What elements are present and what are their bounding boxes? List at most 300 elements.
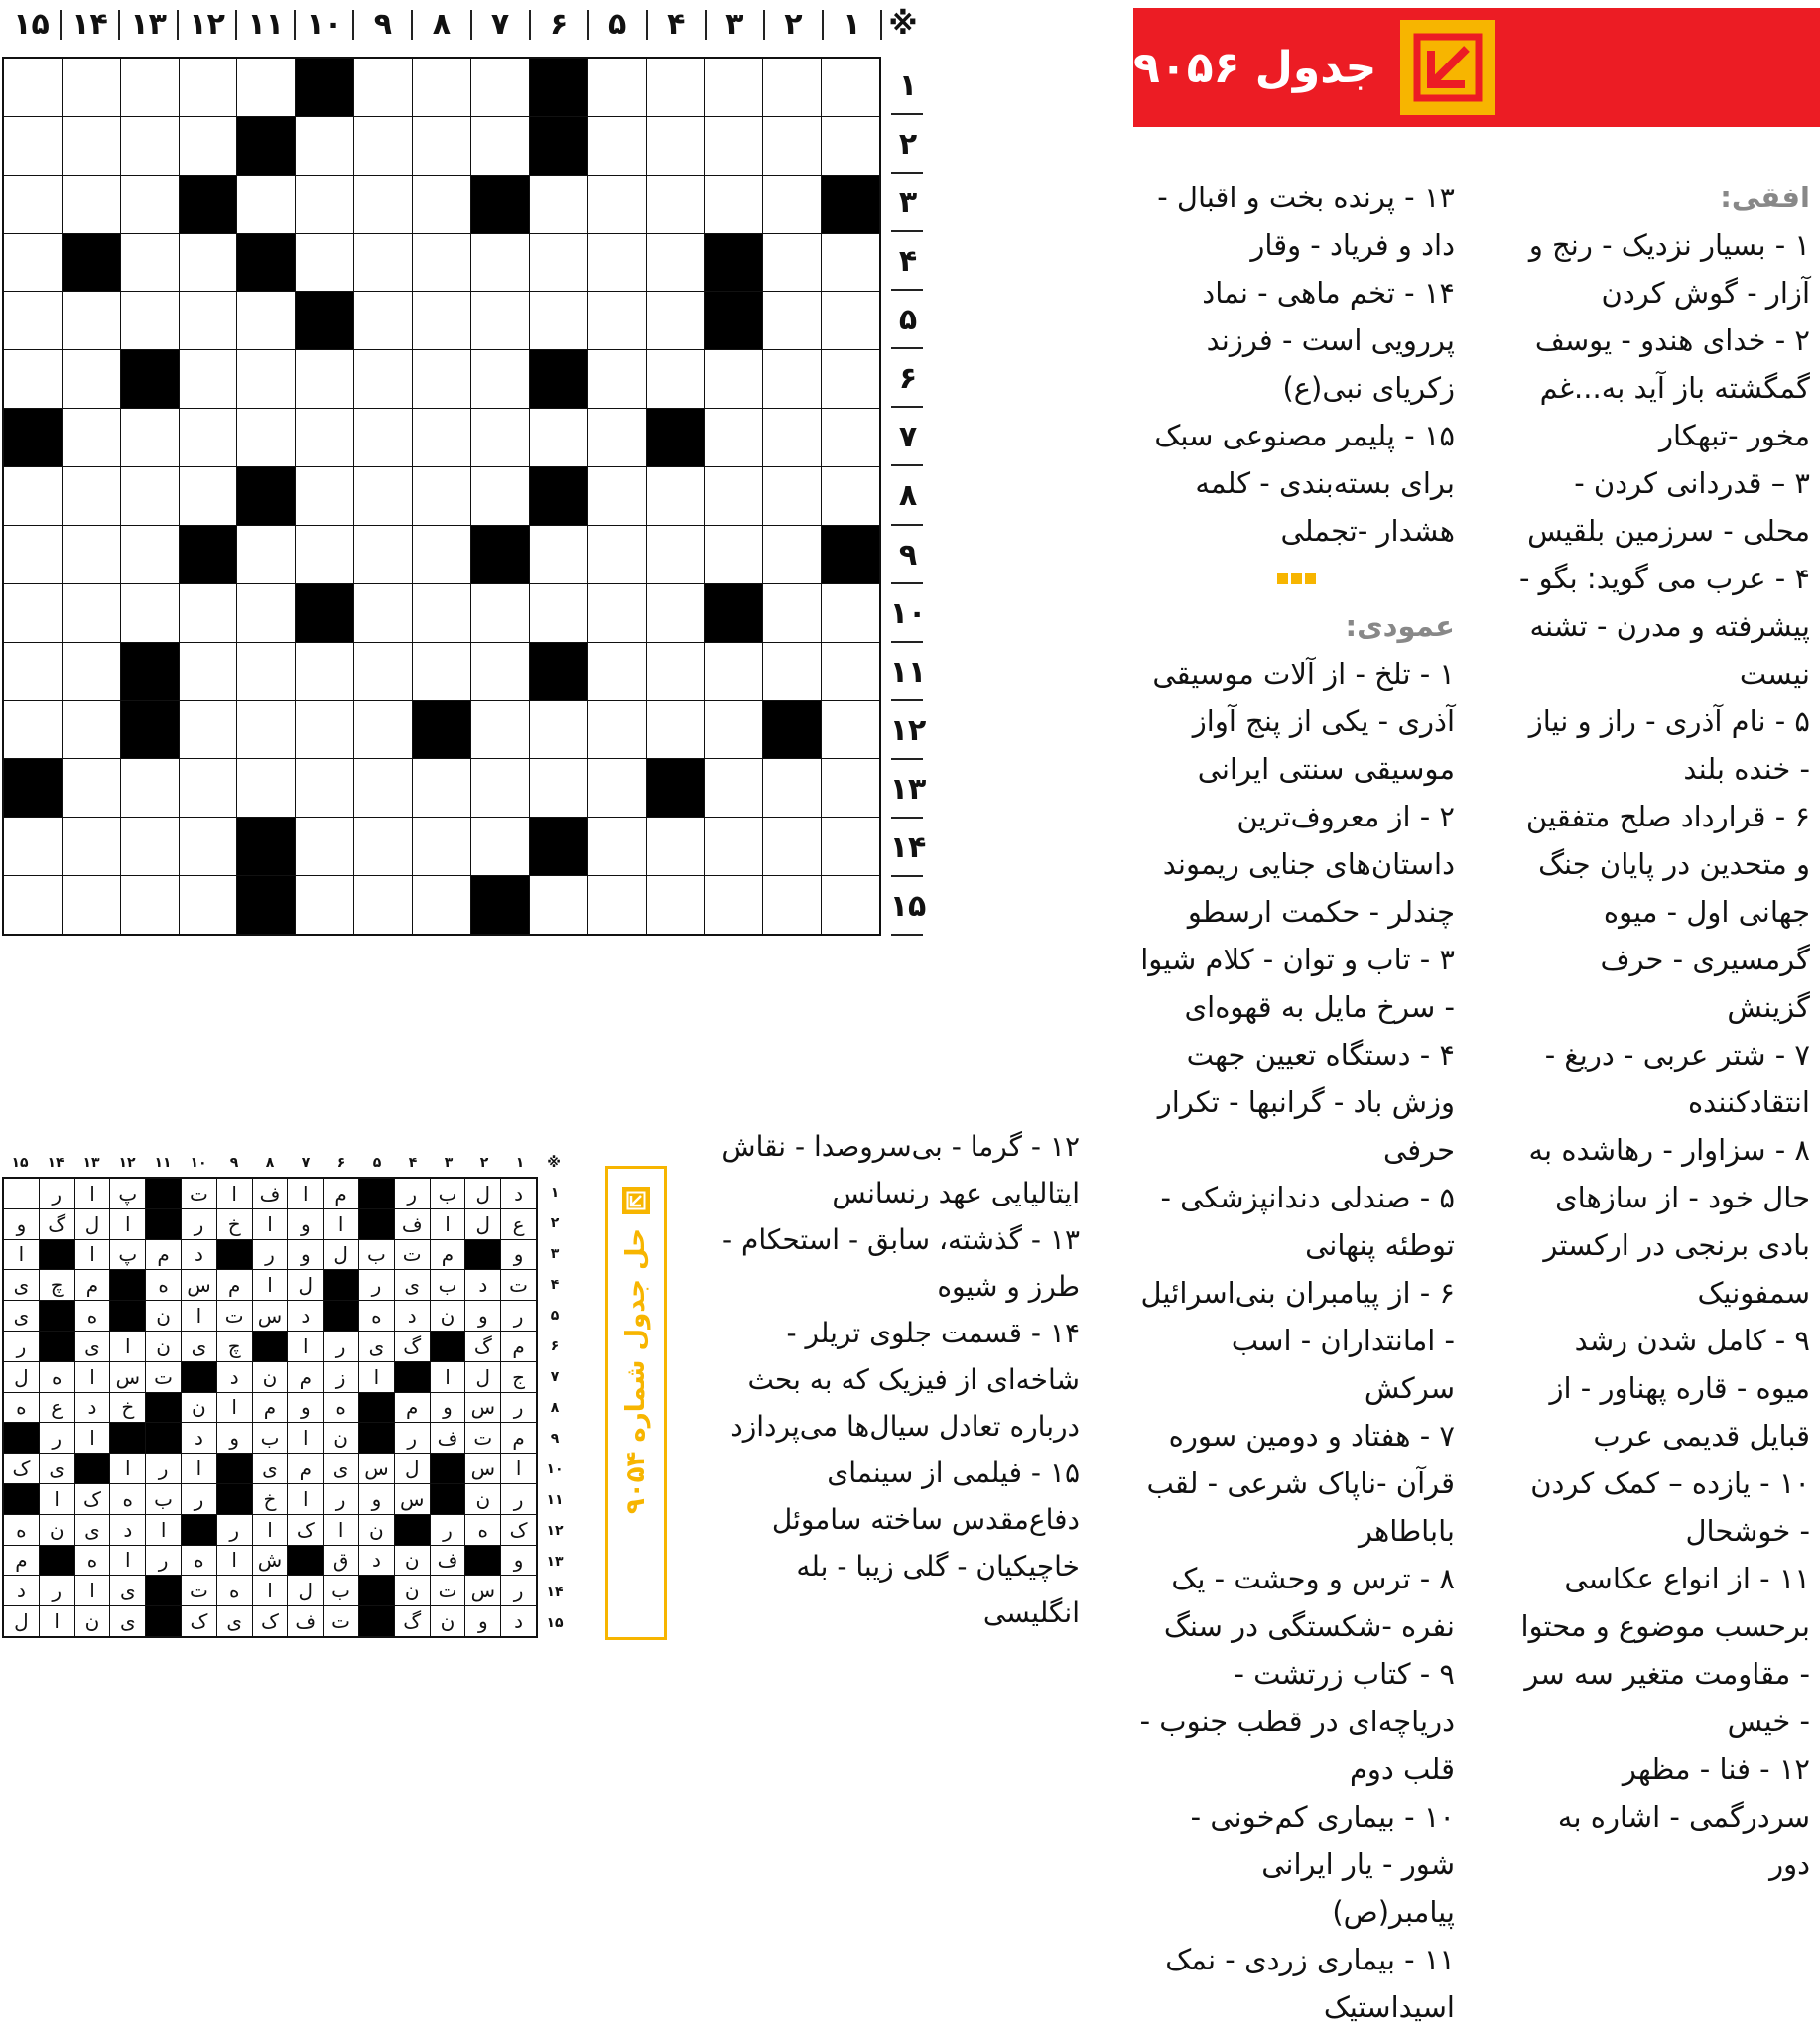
grid-cell[interactable] [822,467,879,525]
grid-cell[interactable] [822,584,879,642]
grid-cell[interactable] [4,117,62,175]
grid-cell[interactable] [63,409,120,466]
grid-cell[interactable] [237,701,295,759]
grid-cell[interactable] [763,643,821,700]
solution-cell: ا [324,1515,358,1545]
grid-cell[interactable] [530,409,587,466]
horizontal-clues-heading: افقی: [1720,181,1810,214]
vertical-clue: ۱۴ - قسمت جلوی تریلر - شاخه‌ای از فیزیک که به بحث درباره تعادل سیال‌ها می‌پردازد [730,1317,1080,1443]
grid-cell[interactable] [588,584,646,642]
grid-cell[interactable] [588,117,646,175]
grid-cell[interactable] [588,234,646,292]
solution-cell: ه [4,1515,39,1545]
grid-cell[interactable] [413,234,470,292]
grid-cell[interactable] [237,350,295,408]
grid-cell[interactable] [705,876,762,934]
grid-cell[interactable] [763,876,821,934]
grid-cell[interactable] [296,467,353,525]
solution-cell: ا [359,1362,394,1392]
solution-cell: ب [146,1484,181,1514]
grid-cell[interactable] [763,234,821,292]
black-cell [530,467,587,525]
grid-cell[interactable] [588,59,646,116]
grid-cell[interactable] [121,409,179,466]
grid-cell[interactable] [588,818,646,875]
grid-cell[interactable] [121,759,179,817]
black-cell [471,176,529,233]
grid-cell[interactable] [4,467,62,525]
grid-cell[interactable] [180,409,237,466]
grid-cell[interactable] [180,117,237,175]
grid-cell[interactable] [413,818,470,875]
solution-black-cell [217,1454,252,1483]
grid-cell[interactable] [647,818,705,875]
grid-cell[interactable] [647,526,705,583]
solution-cell: ر [431,1515,465,1545]
solution-black-cell [253,1332,288,1361]
solution-column-number: ۴ [408,1155,418,1171]
grid-cell[interactable] [471,350,529,408]
crossword-grid[interactable] [2,57,881,936]
grid-cell[interactable] [822,643,879,700]
solution-cell: ب [253,1423,288,1453]
solution-cell: ل [465,1179,500,1208]
solution-black-cell [431,1454,465,1483]
grid-cell[interactable] [471,59,529,116]
solution-cell: ز [324,1362,358,1392]
row-number: ۸ [898,478,918,514]
grid-cell[interactable] [705,701,762,759]
grid-cell[interactable] [121,876,179,934]
solution-cell: ه [359,1301,394,1331]
vertical-clue: ۱ - تلخ - از آلات موسیقی آذری - یکی از پنج آواز موسیقی سنتی ایرانی [1152,657,1455,786]
grid-cell[interactable] [530,701,587,759]
grid-cell[interactable] [354,759,412,817]
grid-cell[interactable] [296,350,353,408]
column-number: ۷ [490,6,510,42]
grid-cell[interactable] [180,876,237,934]
grid-cell[interactable] [180,701,237,759]
grid-cell[interactable] [63,584,120,642]
grid-cell[interactable] [763,584,821,642]
solution-row-number: ۱۴ [546,1584,564,1600]
grid-cell[interactable] [63,643,120,700]
solution-grid-column-numbers [0,1151,566,1175]
solution-cell: ن [146,1301,181,1331]
grid-cell[interactable] [705,818,762,875]
grid-cell[interactable] [354,292,412,349]
grid-cell[interactable] [237,409,295,466]
grid-cell[interactable] [4,292,62,349]
grid-cell[interactable] [647,176,705,233]
grid-cell[interactable] [296,818,353,875]
grid-cell[interactable] [180,467,237,525]
grid-cell[interactable] [296,876,353,934]
grid-cell[interactable] [354,876,412,934]
grid-cell[interactable] [413,350,470,408]
grid-cell[interactable] [4,234,62,292]
grid-cell[interactable] [471,467,529,525]
vertical-clue: ۱۱ - بیماری زردی - نمک اسیداستیک [1165,1943,1455,2024]
vertical-clue: ۴ - دستگاه تعیین جهت وزش باد - گرانبها - تکرار حرفی [1157,1038,1455,1167]
grid-cell[interactable] [237,59,295,116]
grid-cell[interactable] [822,409,879,466]
solution-cell: ا [253,1209,288,1239]
grid-cell[interactable] [4,526,62,583]
grid-cell[interactable] [237,176,295,233]
grid-cell[interactable] [530,292,587,349]
grid-cell[interactable] [121,234,179,292]
solution-row-number: ۱۰ [546,1460,564,1477]
grid-cell[interactable] [296,701,353,759]
grid-cell[interactable] [471,234,529,292]
solution-cell: ن [431,1301,465,1331]
column-separator [529,10,531,40]
grid-cell[interactable] [763,176,821,233]
solution-cell: ی [110,1606,145,1636]
grid-cell[interactable] [413,117,470,175]
grid-cell[interactable] [63,876,120,934]
grid-cell[interactable] [121,818,179,875]
grid-cell[interactable] [413,584,470,642]
grid-cell[interactable] [763,292,821,349]
grid-cell[interactable] [588,350,646,408]
grid-cell[interactable] [705,409,762,466]
grid-cell[interactable] [121,467,179,525]
column-number: ۳ [725,6,744,42]
grid-cell[interactable] [354,701,412,759]
grid-cell[interactable] [413,467,470,525]
grid-cell[interactable] [121,59,179,116]
solution-black-cell [465,1240,500,1270]
grid-cell[interactable] [354,59,412,116]
grid-cell[interactable] [588,467,646,525]
arrow-down-left-icon [1400,20,1495,115]
grid-cell[interactable] [705,643,762,700]
vertical-clue: ۱۰ - بیماری کم‌خونی - شور - یار ایرانی پیامبر(ص) [1190,1800,1455,1929]
grid-cell[interactable] [354,643,412,700]
grid-cell[interactable] [413,876,470,934]
grid-cell[interactable] [121,526,179,583]
grid-cell[interactable] [180,292,237,349]
solution-cell: ه [217,1576,252,1605]
grid-cell[interactable] [647,117,705,175]
grid-cell[interactable] [296,176,353,233]
grid-cell[interactable] [471,759,529,817]
grid-cell[interactable] [705,176,762,233]
grid-cell[interactable] [471,701,529,759]
solution-cell: ر [501,1393,536,1423]
grid-cell[interactable] [763,59,821,116]
grid-cell[interactable] [647,350,705,408]
grid-cell[interactable] [822,292,879,349]
solution-cell: د [288,1301,323,1331]
solution-cell: ی [40,1454,74,1483]
grid-cell[interactable] [705,117,762,175]
grid-cell[interactable] [121,117,179,175]
grid-cell[interactable] [705,350,762,408]
solution-column-number: ۱۲ [118,1155,136,1171]
solution-cell: ه [324,1393,358,1423]
grid-cell[interactable] [63,526,120,583]
solution-column-number: ۳ [444,1155,454,1171]
grid-cell[interactable] [4,176,62,233]
solution-cell: د [501,1606,536,1636]
grid-cell[interactable] [763,467,821,525]
solution-black-cell [431,1484,465,1514]
grid-cell[interactable] [63,117,120,175]
grid-cell[interactable] [822,117,879,175]
solution-cell: گ [395,1332,430,1361]
grid-cell[interactable] [647,876,705,934]
solution-cell: ا [75,1576,110,1605]
grid-cell[interactable] [763,759,821,817]
solution-cell: ن [395,1576,430,1605]
grid-cell[interactable] [530,526,587,583]
grid-cell[interactable] [121,292,179,349]
black-cell [296,584,353,642]
grid-cell[interactable] [471,584,529,642]
grid-cell[interactable] [647,59,705,116]
solution-cell: ل [395,1454,430,1483]
grid-cell[interactable] [237,526,295,583]
solution-cell: ا [324,1209,358,1239]
grid-cell[interactable] [647,701,705,759]
solution-cell: ن [324,1423,358,1453]
grid-cell[interactable] [354,234,412,292]
grid-cell[interactable] [413,526,470,583]
grid-cell[interactable] [63,59,120,116]
grid-cell[interactable] [763,526,821,583]
grid-cell[interactable] [63,292,120,349]
solution-column-number: ۵ [372,1155,382,1171]
grid-cell[interactable] [4,818,62,875]
solution-cell: ک [75,1484,110,1514]
grid-cell[interactable] [354,176,412,233]
solution-cell: ه [40,1362,74,1392]
grid-cell[interactable] [180,818,237,875]
solution-cell: و [465,1606,500,1636]
vertical-clue: ۷ - هفتاد و دومین سوره قرآن -ناپاک شرعی - لقب باباطاهر [1146,1419,1455,1548]
row-number: ۵ [898,303,918,338]
grid-cell[interactable] [588,292,646,349]
black-cell [180,526,237,583]
grid-cell[interactable] [822,818,879,875]
grid-cell[interactable] [4,584,62,642]
solution-cell: ن [395,1546,430,1576]
horizontal-clue: ۹ - کامل شدن رشد میوه - قاره پهناور - از قبایل قدیمی عرب [1549,1324,1810,1453]
grid-cell[interactable] [413,176,470,233]
grid-cell[interactable] [354,117,412,175]
grid-cell[interactable] [647,584,705,642]
grid-cell[interactable] [296,759,353,817]
grid-cell[interactable] [413,292,470,349]
grid-cell[interactable] [530,584,587,642]
black-cell [237,467,295,525]
grid-cell[interactable] [237,759,295,817]
grid-cell[interactable] [822,701,879,759]
black-cell [4,759,62,817]
solution-cell: ر [182,1484,216,1514]
solution-cell: ع [40,1393,74,1423]
grid-cell[interactable] [822,876,879,934]
grid-cell[interactable] [4,876,62,934]
grid-cell[interactable] [822,234,879,292]
grid-cell[interactable] [180,59,237,116]
grid-cell[interactable] [530,759,587,817]
separator-dot [1277,573,1288,584]
grid-cell[interactable] [413,643,470,700]
solution-cell: ف [431,1546,465,1576]
solution-cell: ا [110,1546,145,1576]
grid-cell[interactable] [588,759,646,817]
solution-cell: ب [324,1576,358,1605]
grid-cell[interactable] [822,350,879,408]
solution-cell: ا [75,1423,110,1453]
grid-cell[interactable] [180,584,237,642]
grid-cell[interactable] [705,759,762,817]
grid-cell[interactable] [588,176,646,233]
vertical-clue: ۶ - از پیامبران بنی‌اسرائیل - امانتداران - اسب سرکش [1140,1276,1455,1405]
grid-cell[interactable] [63,701,120,759]
grid-cell[interactable] [705,467,762,525]
grid-cell[interactable] [237,584,295,642]
grid-cell[interactable] [588,409,646,466]
solution-cell: ت [324,1606,358,1636]
solution-cell: و [288,1393,323,1423]
grid-cell[interactable] [822,59,879,116]
grid-cell[interactable] [4,59,62,116]
corner-star: ※ [888,6,918,42]
grid-cell[interactable] [471,409,529,466]
solution-column-number: ۹ [229,1155,239,1171]
solution-cell: س [253,1301,288,1331]
grid-cell[interactable] [705,59,762,116]
grid-cell[interactable] [4,643,62,700]
grid-cell[interactable] [763,350,821,408]
grid-cell[interactable] [763,818,821,875]
solution-cell: خ [217,1209,252,1239]
grid-cell[interactable] [354,467,412,525]
solution-cell: ر [501,1576,536,1605]
solution-cell: ی [182,1332,216,1361]
row-number: ۱ [898,68,918,103]
solution-cell: ل [324,1240,358,1270]
grid-cell[interactable] [471,818,529,875]
black-cell [530,643,587,700]
grid-cell[interactable] [588,701,646,759]
grid-cell[interactable] [354,818,412,875]
black-cell [180,176,237,233]
grid-cell[interactable] [63,759,120,817]
grid-cell[interactable] [647,292,705,349]
grid-cell[interactable] [471,292,529,349]
grid-cell[interactable] [530,876,587,934]
grid-cell[interactable] [413,759,470,817]
solution-cell: ا [110,1454,145,1483]
grid-cell[interactable] [588,643,646,700]
grid-cell[interactable] [237,643,295,700]
vertical-clue: ۹ - کتاب زرتشت - دریاچه‌ای در قطب جنوب - قلب دوم [1139,1657,1455,1786]
solution-cell: ا [182,1454,216,1483]
grid-cell[interactable] [354,350,412,408]
solution-cell: ی [4,1301,39,1331]
grid-cell[interactable] [354,409,412,466]
grid-cell[interactable] [4,350,62,408]
grid-cell[interactable] [588,526,646,583]
solution-cell: ر [40,1576,74,1605]
grid-cell[interactable] [180,759,237,817]
black-cell [822,526,879,583]
grid-cell[interactable] [180,350,237,408]
grid-cell[interactable] [4,701,62,759]
grid-cell[interactable] [121,176,179,233]
grid-cell[interactable] [471,117,529,175]
black-cell [121,701,179,759]
grid-cell[interactable] [647,467,705,525]
grid-cell[interactable] [354,584,412,642]
grid-cell[interactable] [530,234,587,292]
grid-cell[interactable] [763,117,821,175]
solution-cell: ا [217,1546,252,1576]
solution-cell: ر [253,1240,288,1270]
grid-cell[interactable] [413,409,470,466]
solution-cell: ا [217,1393,252,1423]
solution-black-cell [40,1546,74,1576]
grid-cell[interactable] [180,234,237,292]
grid-cell[interactable] [471,643,529,700]
grid-cell[interactable] [63,350,120,408]
solution-black-cell [110,1423,145,1453]
grid-cell[interactable] [237,292,295,349]
solution-black-cell [359,1209,394,1239]
grid-cell[interactable] [413,59,470,116]
grid-cell[interactable] [705,526,762,583]
grid-cell[interactable] [296,643,353,700]
solution-cell: ر [40,1423,74,1453]
grid-cell[interactable] [647,234,705,292]
solution-cell: ا [146,1515,181,1545]
grid-cell[interactable] [822,759,879,817]
grid-cell[interactable] [647,643,705,700]
solution-cell: ی [359,1332,394,1361]
solution-cell: ر [395,1179,430,1208]
grid-cell[interactable] [63,818,120,875]
solution-cell: ت [146,1362,181,1392]
grid-cell[interactable] [180,643,237,700]
grid-cell[interactable] [296,526,353,583]
solution-black-cell [465,1546,500,1576]
solution-cell: ت [395,1240,430,1270]
grid-cell[interactable] [354,526,412,583]
grid-cell[interactable] [121,584,179,642]
solution-cell: ی [324,1454,358,1483]
grid-cell[interactable] [296,409,353,466]
grid-cell[interactable] [296,234,353,292]
grid-cell[interactable] [296,117,353,175]
grid-cell[interactable] [63,176,120,233]
grid-cell[interactable] [63,467,120,525]
solution-cell: ا [75,1362,110,1392]
solution-cell: م [324,1179,358,1208]
solution-cell: ا [253,1270,288,1300]
solution-cell: ه [75,1546,110,1576]
solution-cell: ک [4,1454,39,1483]
arrow-down-left-icon [622,1187,650,1214]
grid-cell[interactable] [530,176,587,233]
grid-cell[interactable] [763,409,821,466]
grid-cell[interactable] [588,876,646,934]
